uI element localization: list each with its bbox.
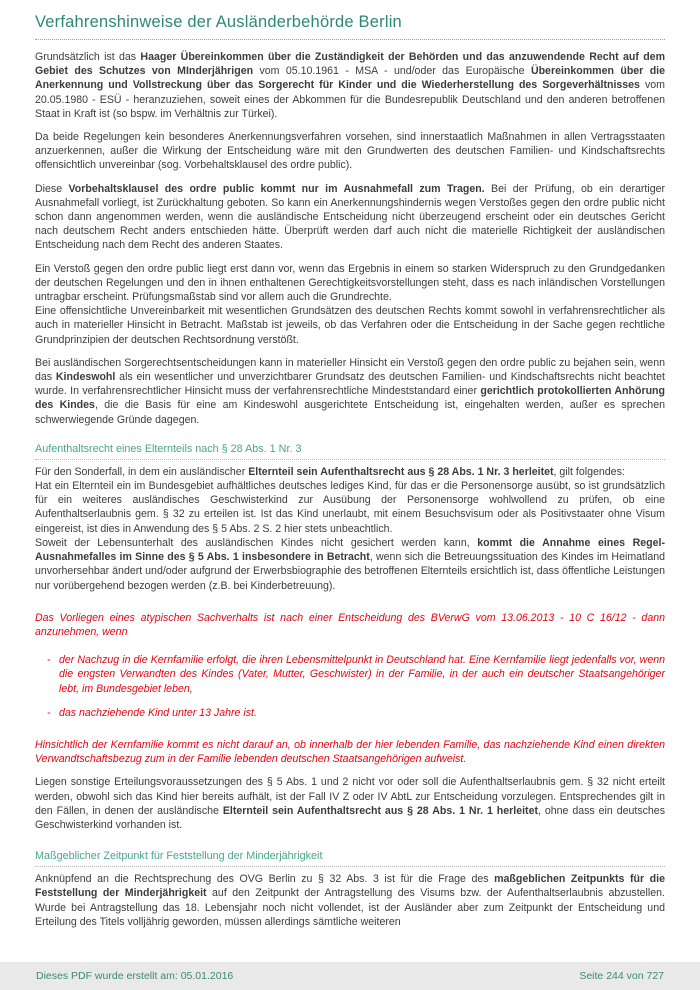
text-run: Ein Verstoß gegen den ordre public liegt erst dann vor, wenn das Ergebnis in einem so starken Widerspruch zu den Grundgedanken der deutschen Regelungen und den in ihnen enthaltenen Gerechtigkeitsvorstellungen steht, dass es nach inländischen Vorstellungen untragbar erscheint. Prüfungsmaßstab sind vor allem auch die Grundrechte. [35,262,665,304]
text-run: Anknüpfend an die Rechtsprechung des OVG Berlin zu § 32 Abs. 3 ist für die Frage des [35,873,495,886]
document-content [35,50,665,929]
paragraph [35,262,665,347]
section-heading: Aufenthaltsrecht eines Elternteils nach § 28 Abs. 1 Nr. 3 [35,443,665,460]
text-run: Liegen sonstige Erteilungsvoraussetzungen des § 5 Abs. 1 und 2 nicht vor oder soll die Aufenthaltserlaubnis gem. § 32 nicht erteilt werden, obwohl sich das Kind hier bereits aufhält, ist der Fall IV Z oder IV AbtL zur Entscheidung vorzulegen. Entsprechendes gilt in den Fällen, in denen der ausländische [35,776,665,817]
text-run: Hat ein Elternteil ein im Bundesgebiet aufhältliches deutsches lediges Kind, für das er die Personensorge ausübt, so ist grundsätzlich für ein weiteres ausländisches Geschwisterkind zur Ausübung der Personensorge wohlwollend zu prüfen, ob eine Aufenthaltserlaubnis gem. § 32 zu erteilen ist. Ist das Kind unerlaubt, mit einem Besuchsvisum oder als Positivstaater ohne Visum eingereist, ist dies in Anwendung des § 5 Abs. 2 S. 2 hier stets unbeachtlich. [35,480,665,535]
footer-bar [0,962,700,990]
paragraph [35,738,665,766]
text-run: auf den Zeitpunkt der Antragstellung des Visums bzw. der Aufenthaltserlaubnis abzustellen. Wurde bei Antragstellung das 18. Lebensjahr noch nicht vollendet, ist der Ausländer aber zum Zeitpunkt der Entscheidung und Erteilung des Titels volljährig geworden, müssen allerdings sämtliche weiteren [35,887,665,928]
text-run: Hinsichtlich der Kernfamilie kommt es nicht darauf an, ob innerhalb der hier lebenden Familie, das nachziehende Kind einen direkten Verwandtschaftsbezug zum in der Familie lebenden deutschen Staatsangehörigen aufweist. [35,738,665,766]
paragraph [35,130,665,173]
text-run: Bei ausländischen Sorgerechtsentscheidungen kann in materieller Hinsicht ein Verstoß gegen den ordre public zu bejahen sein, wenn das [35,356,665,384]
text-run: Soweit der Lebensunterhalt des ausländischen Kindes nicht gesichert werden kann, [35,536,478,549]
text-run: gerichtlich protokollierten Anhörung des Kindes [35,385,665,412]
text-run: Bei der Prüfung, ob ein derartiger Ausnahmefall vorliegt, ist Zurückhaltung geboten. So kann ein Anerkennungshindernis wegen Verstoßes gegen den ordre public nicht schon dann angenommen werden, wenn die ausländische Entscheidung nicht überzeugend erscheint oder ein deutsches Gericht nach deutschem Recht anders entschieden hätte. Überprüft werden darf auch nicht die materielle Richtigkeit der ausländischen Entscheidung nach dem Recht des anderen Staates. [35,182,666,252]
text-run: maßgeblichen Zeitpunkts für die Feststellung der Minderjährigkeit [35,873,665,900]
list-item-text [59,653,665,696]
text-run: , wenn sich die Betreuungssituation des Kindes im Heimatland unvorhersehbar ändert und/oder aufgrund der Erwerbsbiographie des betroffenen Elternteils ersichtlich ist, dass öffentliche Leistungen nur vorübergehend bezogen werden (z.B. bei Kinderbetreuung). [35,551,666,592]
text-run: Eine offensichtliche Unvereinbarkeit mit wesentlichen Grundsätzen des deutschen Rechts kommt sowohl in verfahrensrechtlicher als auch in materieller Hinsicht in Betracht. Maßstab ist jeweils, ob das Verfahren oder die Entscheidung in der Sache gegen rechtliche Grundprinzipien der deutschen Rechtsordnung verstößt. [35,305,665,346]
text-run: Grundsätzlich ist das [35,51,141,63]
footer-created-text: Dieses PDF wurde erstellt am: 05.01.2016 [36,970,234,982]
text-run: Da beide Regelungen kein besonderes Anerkennungsverfahren vorsehen, sind innerstaatlich Maßnahmen in allen Vertragsstaaten anzuerkennen, außer die Wirkung der Entscheidung wäre mit den Grundwerten des deutschen Familien- und Kindschaftsrechts offensichtlich unvereinbar (sog. Vorbehaltsklausel des ordre public). [35,131,665,172]
text-run: vom 05.10.1961 - MSA - und/oder das Europäische [253,65,531,78]
text-run: Für den Sonderfall, in dem ein ausländischer [35,465,249,478]
text-run: Das Vorliegen eines atypischen Sachverhalts ist nach einer Entscheidung des BVerwG vom 13.06.2013 - 10 C 16/12 - dann anzunehmen, wenn [35,611,665,638]
text-run: Diese [35,182,69,195]
list-item-text [59,706,665,720]
dash-bullet: - [47,706,51,719]
footer-page-indicator: Seite 244 von 727 [579,970,664,982]
paragraph [35,182,665,253]
text-run: Übereinkommen über die Anerkennung und Vollstreckung über das Sorgerecht für Kinder und die Wiederherstellung des Sorgeverhältnisses [35,65,666,92]
page-title: Verfahrenshinweise der Ausländerbehörde Berlin [35,13,665,40]
text-run: als ein wesentlicher und unverzichtbarer Grundsatz des deutschen Familien- und Kindschaftsrechts nicht beachtet wurde. In verfahrensrechtlicher Hinsicht muss der verfahrensrechtliche Mindeststandard einer [35,371,665,398]
text-run: , gilt folgendes: [553,465,625,478]
dash-list [35,653,665,720]
paragraph [35,775,665,832]
text-run: das nachziehende Kind unter 13 Jahre ist. [59,706,257,719]
dash-bullet: - [47,654,51,667]
paragraph [35,465,665,593]
text-run: , die die Basis für eine am Kindeswohl ausgerichtete Entscheidung ist, eingehalten werden, außer es sprechen schwerwiegende Gründe dagegen. [35,399,665,426]
text-run: der Nachzug in die Kernfamilie erfolgt, die ihren Lebensmittelpunkt in Deutschland hat. Eine Kernfamilie liegt jedenfalls vor, wenn die engsten Verwandten des Kindes (Vater, Mutter, Geschwister) in der Familie, in der auch ein deutscher Staatsangehöriger lebt, im Bundesgebiet leben, [59,654,665,695]
text-run: vom 20.05.1980 - ESÜ - heranzuziehen, soweit eines der Abkommen für die Bundesrepublik Deutschland und den anderen betroffenen Staat in Kraft ist (so bspw. im Verhältnis zur Türkei). [35,79,665,120]
text-run: Vorbehaltsklausel des ordre public kommt nur im Ausnahmefall zum Tragen. [68,182,485,195]
paragraph [35,611,665,639]
text-run: Haager Übereinkommen über die Zuständigkeit der Behörden und das anzuwendende Recht auf dem Gebiet des Schutzes von MInderjährigen [35,51,665,78]
paragraph [35,872,665,929]
list-item [45,706,665,720]
paragraph [35,50,665,121]
paragraph [35,356,665,427]
text-run: , ohne dass ein deutsches Geschwisterkind vorhanden ist. [35,804,665,831]
text-run: Elternteil sein Aufenthaltsrecht aus § 28 Abs. 1 Nr. 1 herleitet [222,804,538,817]
list-item [45,653,665,696]
text-run: Elternteil sein Aufenthaltsrecht aus § 28 Abs. 1 Nr. 3 herleitet [248,465,554,478]
section-heading: Maßgeblicher Zeitpunkt für Feststellung der Minderjährigkeit [35,850,665,867]
text-run: Kindeswohl [55,371,116,384]
text-run: kommt die Annahme eines Regel-Ausnahmefalles im Sinne des § 5 Abs. 1 insbesondere in Betracht [35,536,665,564]
